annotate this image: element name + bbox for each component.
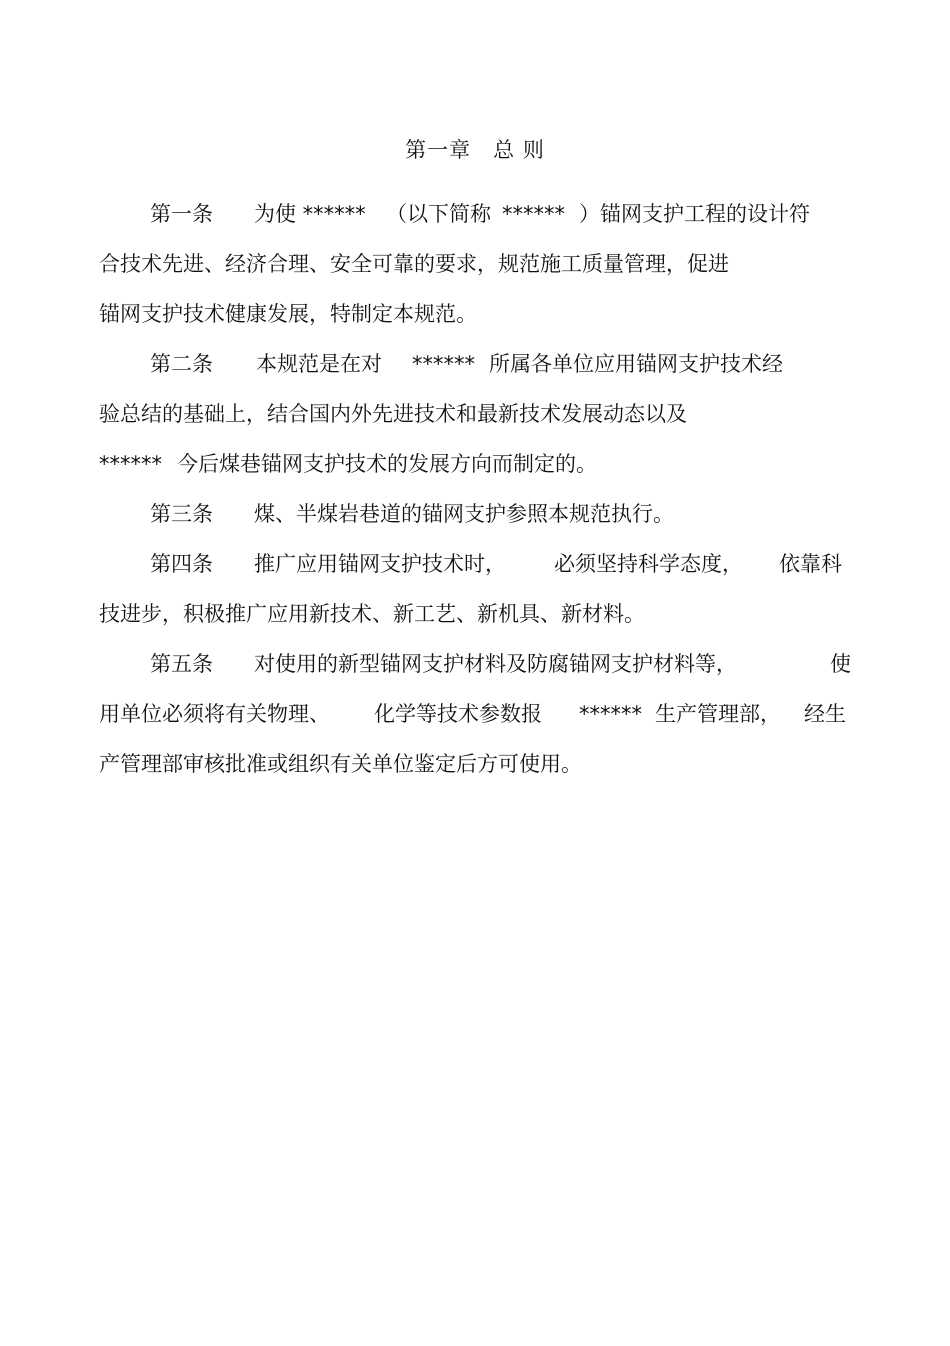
article-1-text-3: ******	[502, 202, 565, 226]
article-1-line-1	[99, 196, 859, 246]
article-1-text-2: （以下简称	[386, 202, 491, 226]
article-5-text-7: 经生	[804, 702, 846, 726]
article-4-number: 第四条	[150, 552, 213, 576]
article-4-text-1: 推广应用锚网支护技术时，	[254, 552, 506, 576]
article-4-text-2: 必须坚持科学态度，	[554, 552, 743, 576]
article-2-text-6: 今后煤巷锚网支护技术的发展方向而制定的。	[177, 452, 597, 476]
article-5-number: 第五条	[150, 652, 213, 676]
article-5-text-1: 对使用的新型锚网支护材料及防腐锚网支护材料等，	[254, 652, 737, 676]
article-3-text-1: 煤、半煤岩巷道的锚网支护参照本规范执行。	[254, 502, 674, 526]
article-1-text-6: 锚网支护技术健康发展，特制定本规范。	[99, 302, 477, 326]
article-5-line-2	[99, 696, 859, 746]
article-4-line-2	[99, 596, 859, 646]
article-5-text-3: 用单位必须将有关物理、	[99, 702, 330, 726]
article-4-text-4: 技进步，积极推广应用新技术、新工艺、新机具、新材料。	[99, 602, 645, 626]
article-5-text-2: 使	[830, 652, 851, 676]
article-2-line-1	[99, 346, 859, 396]
article-2-number: 第二条	[150, 352, 213, 376]
article-3-line-1	[99, 496, 859, 546]
article-1-text-5: 合技术先进、经济合理、安全可靠的要求，规范施工质量管理，促进	[99, 252, 729, 276]
article-4-text-3: 依靠科	[779, 552, 842, 576]
article-5-line-3	[99, 746, 859, 796]
article-1-number: 第一条	[150, 202, 213, 226]
article-2-text-4: 验总结的基础上，结合国内外先进技术和最新技术发展动态以及	[99, 402, 687, 426]
article-2-line-3	[99, 446, 859, 496]
article-2-text-3: 所属各单位应用锚网支护技术经	[489, 352, 783, 376]
article-3-number: 第三条	[150, 502, 213, 526]
article-2-text-2: ******	[412, 352, 475, 376]
article-2-line-2	[99, 396, 859, 446]
article-1-text-1: 为使 ******	[254, 202, 366, 226]
article-1-line-3	[99, 296, 859, 346]
article-1-text-4: ）锚网支护工程的设计符	[579, 202, 810, 226]
article-5-text-6: 生产管理部，	[655, 702, 781, 726]
article-5-text-5: ******	[579, 702, 642, 726]
article-5-text-4: 化学等技术参数报	[374, 702, 542, 726]
article-2-text-5: ******	[99, 452, 162, 476]
article-2-text-1: 本规范是在对	[256, 352, 382, 376]
article-1-line-2	[99, 246, 859, 296]
article-5-line-1	[99, 646, 859, 696]
document-body	[99, 196, 859, 796]
chapter-title: 第一章 总 则	[405, 138, 545, 162]
article-4-line-1	[99, 546, 859, 596]
article-5-text-8: 产管理部审核批准或组织有关单位鉴定后方可使用。	[99, 752, 582, 776]
